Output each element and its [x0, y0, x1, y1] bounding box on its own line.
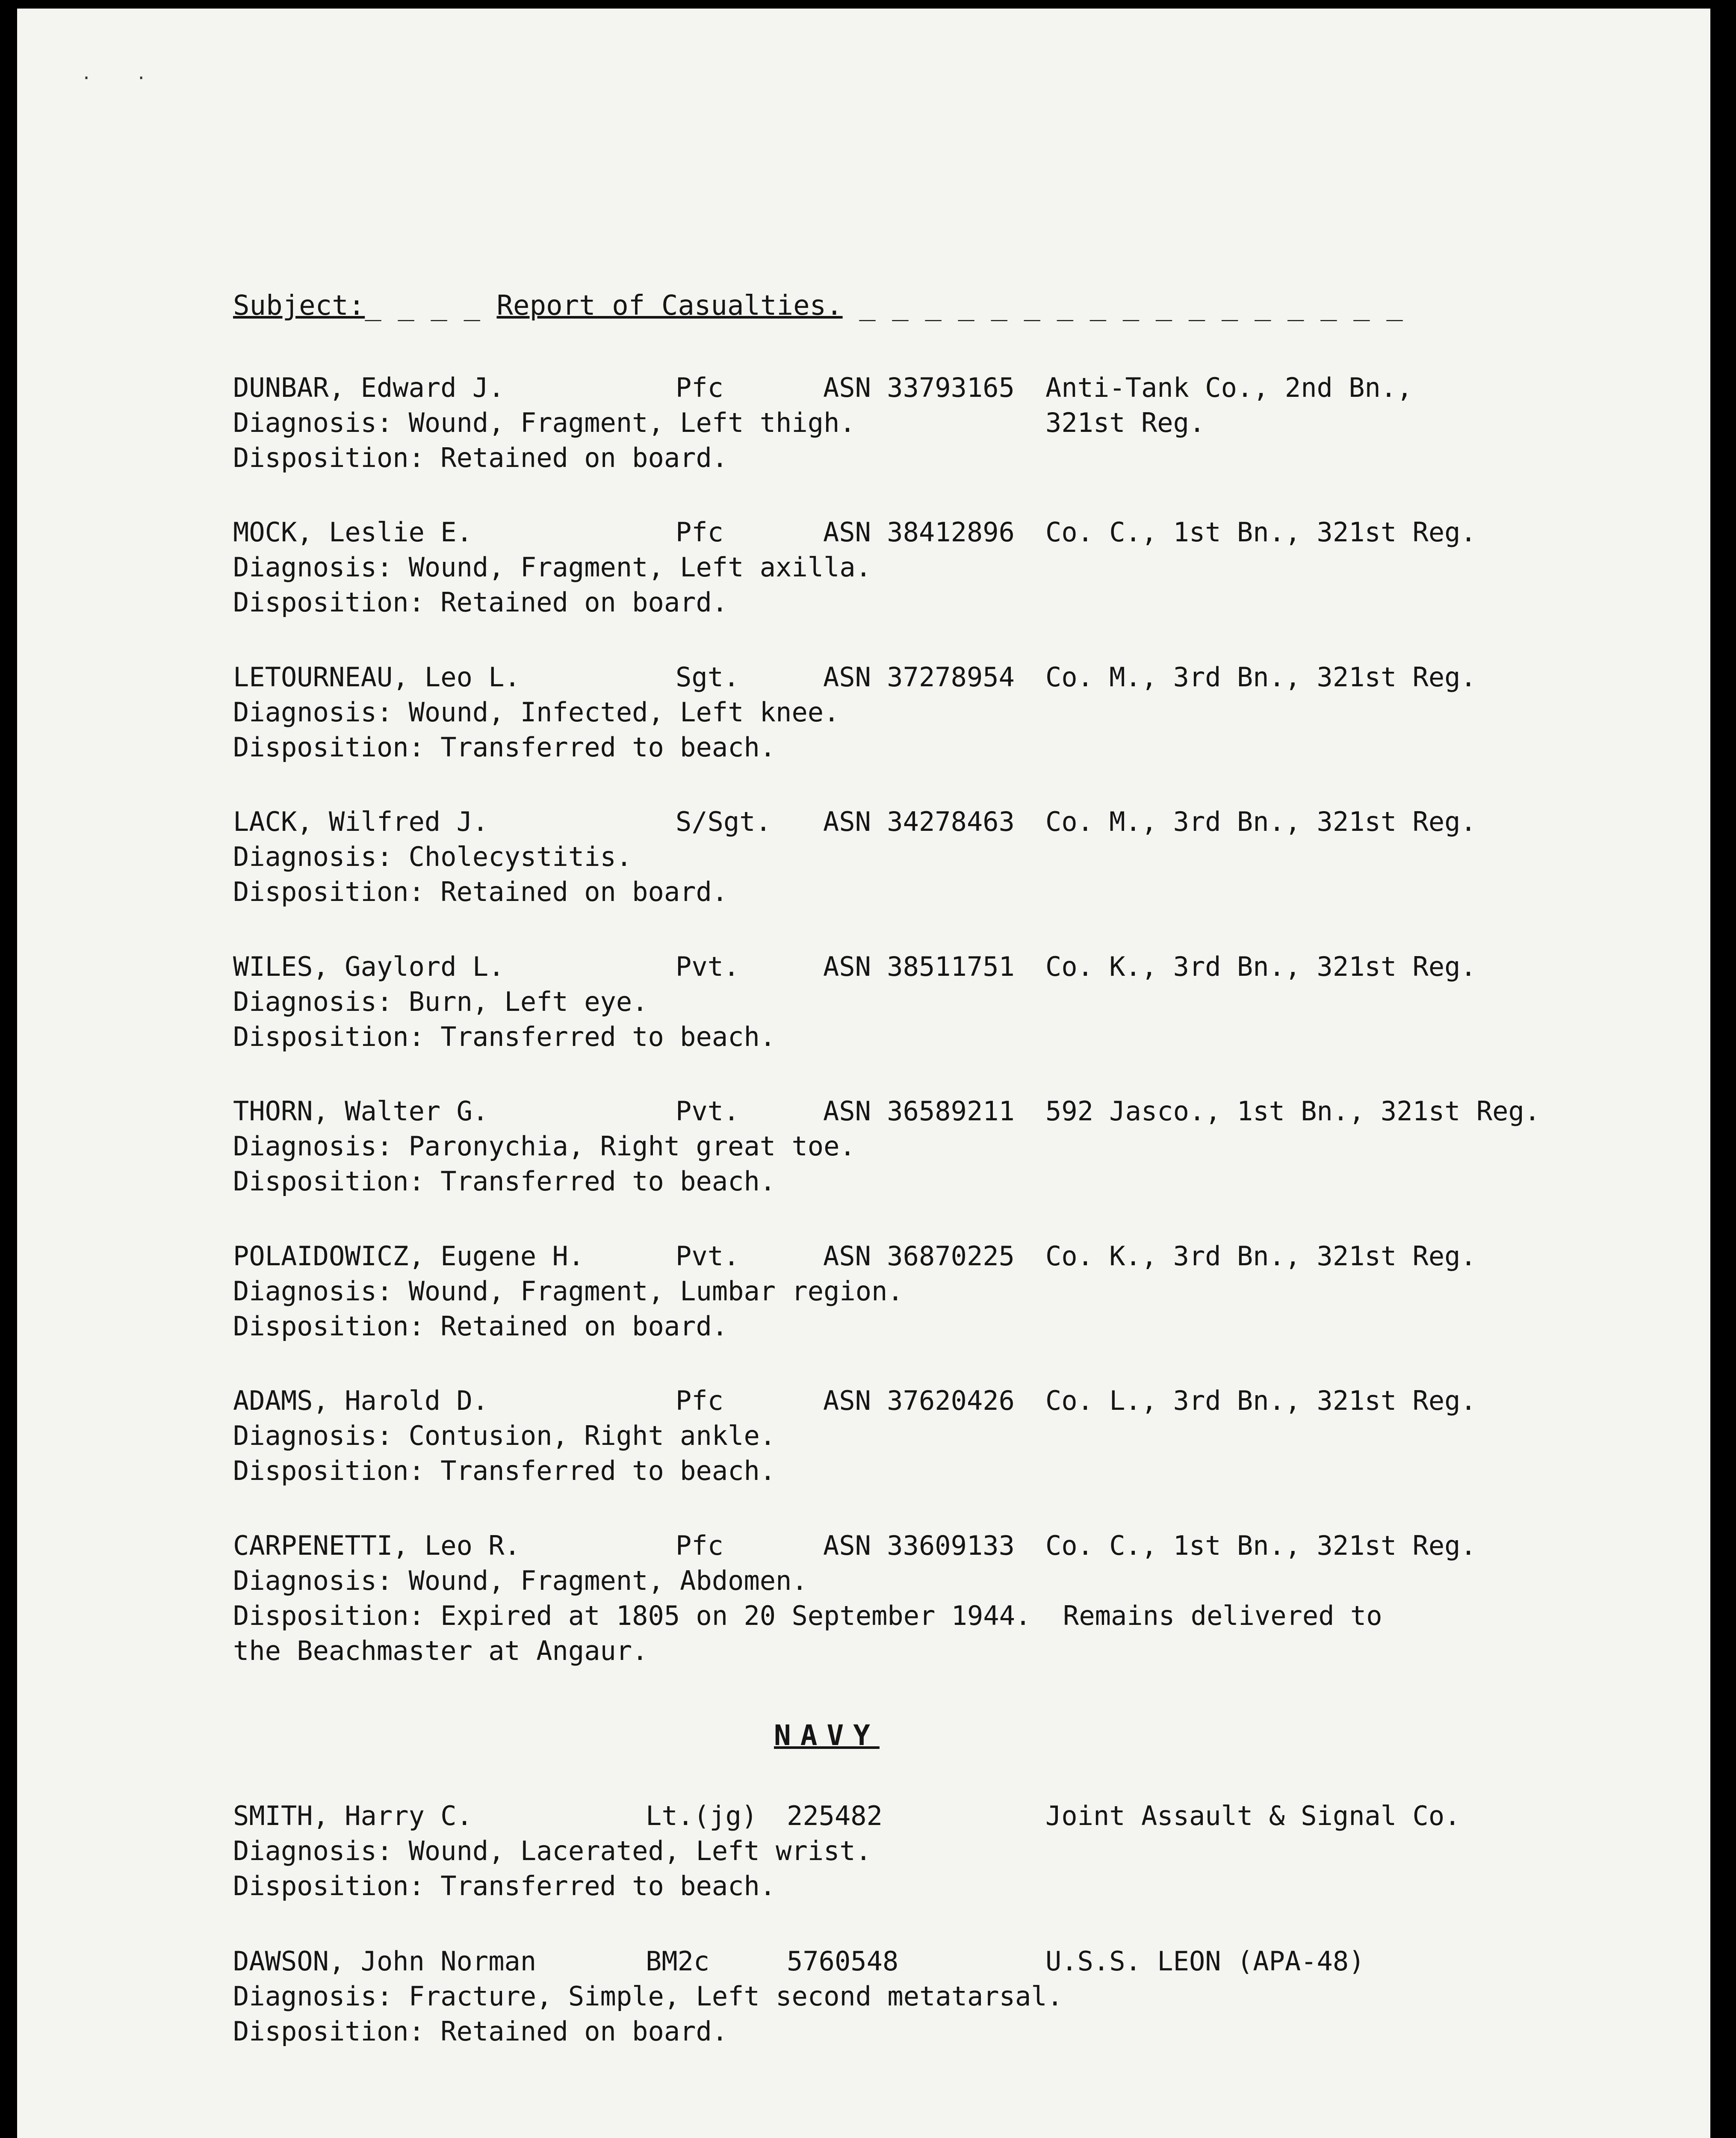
- entry-diagnosis: Diagnosis: Wound, Infected, Left knee.: [233, 697, 840, 728]
- entry-unit: Anti-Tank Co., 2nd Bn.,: [1045, 372, 1413, 403]
- entry-disposition: Disposition: Retained on board.: [233, 876, 728, 907]
- entry-name: DUNBAR, Edward J.: [233, 372, 505, 403]
- subject-label: Subject:: [233, 290, 365, 322]
- entry-unit: Co. M., 3rd Bn., 321st Reg.: [1045, 806, 1476, 837]
- entry-disposition: Disposition: Transferred to beach.: [233, 1455, 776, 1486]
- entry-disposition: Disposition: Retained on board.: [233, 2016, 728, 2047]
- entry-name: MOCK, Leslie E.: [233, 517, 472, 548]
- entry-asn: ASN 34278463: [823, 806, 1015, 837]
- entry-name: LETOURNEAU, Leo L.: [233, 661, 520, 693]
- entry-name: DAWSON, John Norman: [233, 1946, 537, 1977]
- entry-name: WILES, Gaylord L.: [233, 951, 505, 982]
- entry-unit: Co. M., 3rd Bn., 321st Reg.: [1045, 661, 1476, 693]
- entry-asn: ASN 33609133: [823, 1530, 1015, 1561]
- entry-unit: Co. C., 1st Bn., 321st Reg.: [1045, 517, 1476, 548]
- entry-diagnosis: Diagnosis: Cholecystitis.: [233, 841, 632, 872]
- entry-unit: Co. C., 1st Bn., 321st Reg.: [1045, 1530, 1476, 1561]
- entry-disposition: Disposition: Retained on board.: [233, 1311, 728, 1342]
- entry-unit: 592 Jasco., 1st Bn., 321st Reg.: [1045, 1096, 1541, 1127]
- entry-asn: ASN 38412896: [823, 517, 1015, 548]
- entry-asn: ASN 33793165: [823, 372, 1015, 403]
- navy-heading: NAVY: [774, 1719, 880, 1752]
- entry-disposition: Disposition: Transferred to beach.: [233, 1021, 776, 1052]
- entry-disposition-continued: the Beachmaster at Angaur.: [233, 1635, 648, 1666]
- subject-dashes: _ _ _ _: [365, 290, 497, 322]
- entry-disposition: Disposition: Expired at 1805 on 20 September 1944. Remains delivered to: [233, 1600, 1382, 1631]
- entry-unit: Co. K., 3rd Bn., 321st Reg.: [1045, 1240, 1476, 1272]
- entry-diagnosis: Diagnosis: Fracture, Simple, Left second metatarsal.: [233, 1981, 1063, 2012]
- entry-unit: U.S.S. LEON (APA-48): [1045, 1946, 1365, 1977]
- entry-unit: Co. L., 3rd Bn., 321st Reg.: [1045, 1385, 1476, 1416]
- entry-diagnosis: Diagnosis: Wound, Lacerated, Left wrist.: [233, 1835, 872, 1866]
- document-page: [17, 9, 1710, 2138]
- entry-rank: Pvt.: [676, 1096, 740, 1127]
- entry-disposition: Disposition: Retained on board.: [233, 442, 728, 473]
- entry-rank: Pfc: [676, 1385, 723, 1416]
- entry-asn: ASN 38511751: [823, 951, 1015, 982]
- entry-diagnosis: Diagnosis: Wound, Fragment, Left axilla.: [233, 552, 872, 583]
- subject-text: Report of Casualties.: [496, 290, 843, 322]
- entry-asn: ASN 36870225: [823, 1240, 1015, 1272]
- entry-name: SMITH, Harry C.: [233, 1800, 472, 1831]
- entry-disposition: Disposition: Transferred to beach.: [233, 732, 776, 763]
- entry-diagnosis: Diagnosis: Paronychia, Right great toe.: [233, 1131, 856, 1162]
- entry-rank: Lt.(jg): [646, 1800, 758, 1831]
- entry-rank: Pvt.: [676, 951, 740, 982]
- entry-rank: BM2c: [646, 1946, 710, 1977]
- entry-unit-continued: 321st Reg.: [1045, 407, 1205, 438]
- entry-rank: Sgt.: [676, 661, 740, 693]
- entry-diagnosis: Diagnosis: Wound, Fragment, Lumbar region.: [233, 1276, 903, 1307]
- entry-service-number: 5760548: [787, 1946, 899, 1977]
- entry-name: THORN, Walter G.: [233, 1096, 489, 1127]
- entry-name: POLAIDOWICZ, Eugene H.: [233, 1240, 585, 1272]
- entry-rank: Pfc: [676, 1530, 723, 1561]
- entry-rank: Pfc: [676, 372, 723, 403]
- entry-diagnosis: Diagnosis: Contusion, Right ankle.: [233, 1420, 776, 1451]
- entry-asn: ASN 37278954: [823, 661, 1015, 693]
- entry-rank: Pfc: [676, 517, 723, 548]
- entry-disposition: Disposition: Retained on board.: [233, 587, 728, 618]
- entry-unit: Co. K., 3rd Bn., 321st Reg.: [1045, 951, 1476, 982]
- entry-asn: ASN 37620426: [823, 1385, 1015, 1416]
- entry-name: CARPENETTI, Leo R.: [233, 1530, 520, 1561]
- entry-unit: Joint Assault & Signal Co.: [1045, 1800, 1461, 1831]
- entry-service-number: 225482: [787, 1800, 883, 1831]
- subject-line: [233, 291, 1403, 321]
- entry-disposition: Disposition: Transferred to beach.: [233, 1166, 776, 1197]
- entry-diagnosis: Diagnosis: Wound, Fragment, Left thigh.: [233, 407, 856, 438]
- entry-disposition: Disposition: Transferred to beach.: [233, 1870, 776, 1902]
- entry-diagnosis: Diagnosis: Wound, Fragment, Abdomen.: [233, 1565, 808, 1596]
- entry-diagnosis: Diagnosis: Burn, Left eye.: [233, 986, 648, 1017]
- entry-rank: Pvt.: [676, 1240, 740, 1272]
- entry-name: ADAMS, Harold D.: [233, 1385, 489, 1416]
- entry-asn: ASN 36589211: [823, 1096, 1015, 1127]
- entry-name: LACK, Wilfred J.: [233, 806, 489, 837]
- entry-rank: S/Sgt.: [676, 806, 771, 837]
- scan-specks: · ·: [81, 68, 164, 88]
- subject-dashes-trail: _ _ _ _ _ _ _ _ _ _ _ _ _ _ _ _ _: [842, 290, 1403, 322]
